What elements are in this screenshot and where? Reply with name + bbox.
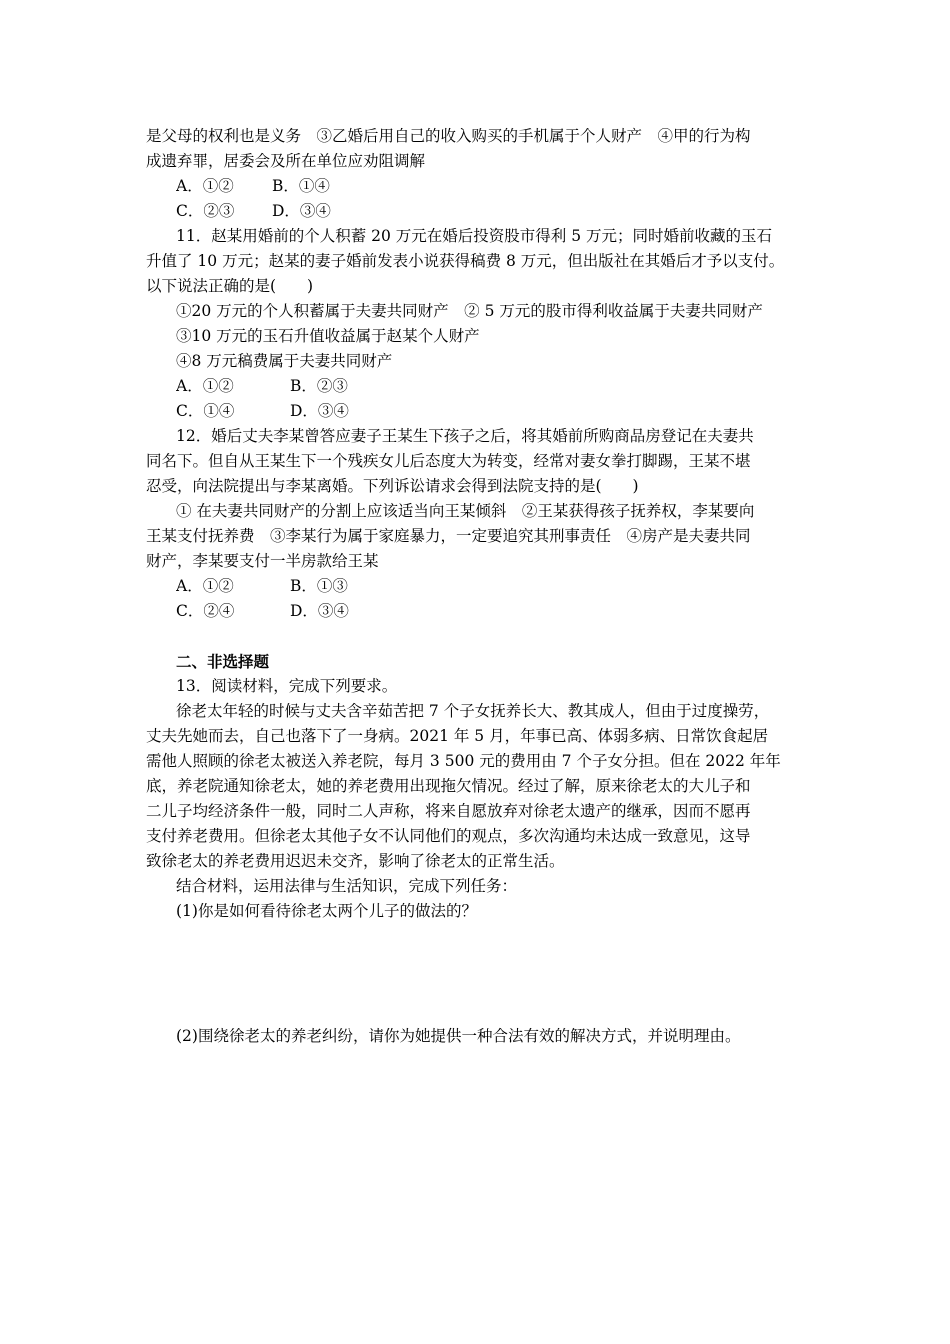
q13-task: 结合材料，运用法律与生活知识，完成下列任务： <box>176 877 518 895</box>
q12-option-d: D．③④ <box>290 602 349 620</box>
q13-material-line-4: 底，养老院通知徐老太，她的养老费用出现拖欠情况。经过了解，原来徐老太的大儿子和 <box>146 777 751 795</box>
q13-subquestion-1: (1)你是如何看待徐老太两个儿子的做法的？ <box>176 902 477 920</box>
q13-material-line-6: 支付养老费用。但徐老太其他子女不认同他们的观点，多次沟通均未达成一致意见，这导 <box>146 827 751 845</box>
q11-option-a: A．①② <box>176 377 234 395</box>
q11-item-1: ①20 万元的个人积蓄属于夫妻共同财产 ② 5 万元的股市得利收益属于夫妻共同财产 <box>176 302 763 320</box>
q13-material-line-7: 致徐老太的养老费用迟迟未交齐，影响了徐老太的正常生活。 <box>146 852 565 870</box>
q10-line-2: 成遗弃罪，居委会及所在单位应劝阻调解 <box>146 152 426 170</box>
q12-line-1: 12．婚后丈夫李某曾答应妻子王某生下孩子之后，将其婚前所购商品房登记在夫妻共 <box>176 427 754 445</box>
q11-item-2: ③10 万元的玉石升值收益属于赵某个人财产 <box>176 327 480 345</box>
q12-line-3: 忍受，向法院提出与李某离婚。下列诉讼请求会得到法院支持的是( ) <box>146 477 639 495</box>
q12-line-2: 同名下。但自从王某生下一个残疾女儿后态度大为转变，经常对妻女拳打脚踢，王某不堪 <box>146 452 751 470</box>
q12-option-b: B．①③ <box>290 577 348 595</box>
q13-material-line-5: 二儿子均经济条件一般，同时二人声称，将来自愿放弃对徐老太遗产的继承，因而不愿再 <box>146 802 751 820</box>
q11-option-b: B．②③ <box>290 377 348 395</box>
q13-intro: 13．阅读材料，完成下列要求。 <box>176 677 398 695</box>
q11-line-2: 升值了 10 万元；赵某的妻子婚前发表小说获得稿费 8 万元，但出版社在其婚后才予以支付。 <box>146 252 785 270</box>
q13-material-line-2: 丈夫先她而去，自己也落下了一身病。2021 年 5 月，年事已高、体弱多病、日常饮食起居 <box>146 727 769 745</box>
q13-material-line-1: 徐老太年轻的时候与丈夫含辛茹苦把 7 个子女抚养长大、教其成人，但由于过度操劳， <box>176 702 770 720</box>
section-heading: 二、非选择题 <box>176 652 270 671</box>
q11-line-1: 11．赵某用婚前的个人积蓄 20 万元在婚后投资股市得利 5 万元；同时婚前收藏的玉石 <box>176 227 773 245</box>
q12-option-a: A．①② <box>176 577 234 595</box>
q11-item-3: ④8 万元稿费属于夫妻共同财产 <box>176 352 393 370</box>
q12-option-c: C．②④ <box>176 602 235 620</box>
q13-material-line-3: 需他人照顾的徐老太被送入养老院，每月 3 500 元的费用由 7 个子女分担。但在 2022 年年 <box>146 752 781 770</box>
q13-subquestion-2: (2)围绕徐老太的养老纠纷，请你为她提供一种合法有效的解决方式，并说明理由。 <box>176 1027 741 1045</box>
q12-line-6: 财产，李某要支付一半房款给王某 <box>146 552 379 570</box>
q10-line-1: 是父母的权利也是义务 ③乙婚后用自己的收入购买的手机属于个人财产 ④甲的行为构 <box>146 127 751 145</box>
q11-line-3: 以下说法正确的是( ) <box>146 277 314 295</box>
q10-option-a: A．①② <box>176 177 234 195</box>
q12-line-4: ① 在夫妻共同财产的分割上应该适当向王某倾斜 ②王某获得孩子抚养权，李某要向 <box>176 502 755 520</box>
q12-line-5: 王某支付抚养费 ③李某行为属于家庭暴力，一定要追究其刑事责任 ④房产是夫妻共同 <box>146 527 751 545</box>
q11-option-c: C．①④ <box>176 402 235 420</box>
q10-option-c: C．②③ <box>176 202 235 220</box>
q10-option-b: B．①④ <box>272 177 330 195</box>
q10-option-d: D．③④ <box>272 202 331 220</box>
q11-option-d: D．③④ <box>290 402 349 420</box>
